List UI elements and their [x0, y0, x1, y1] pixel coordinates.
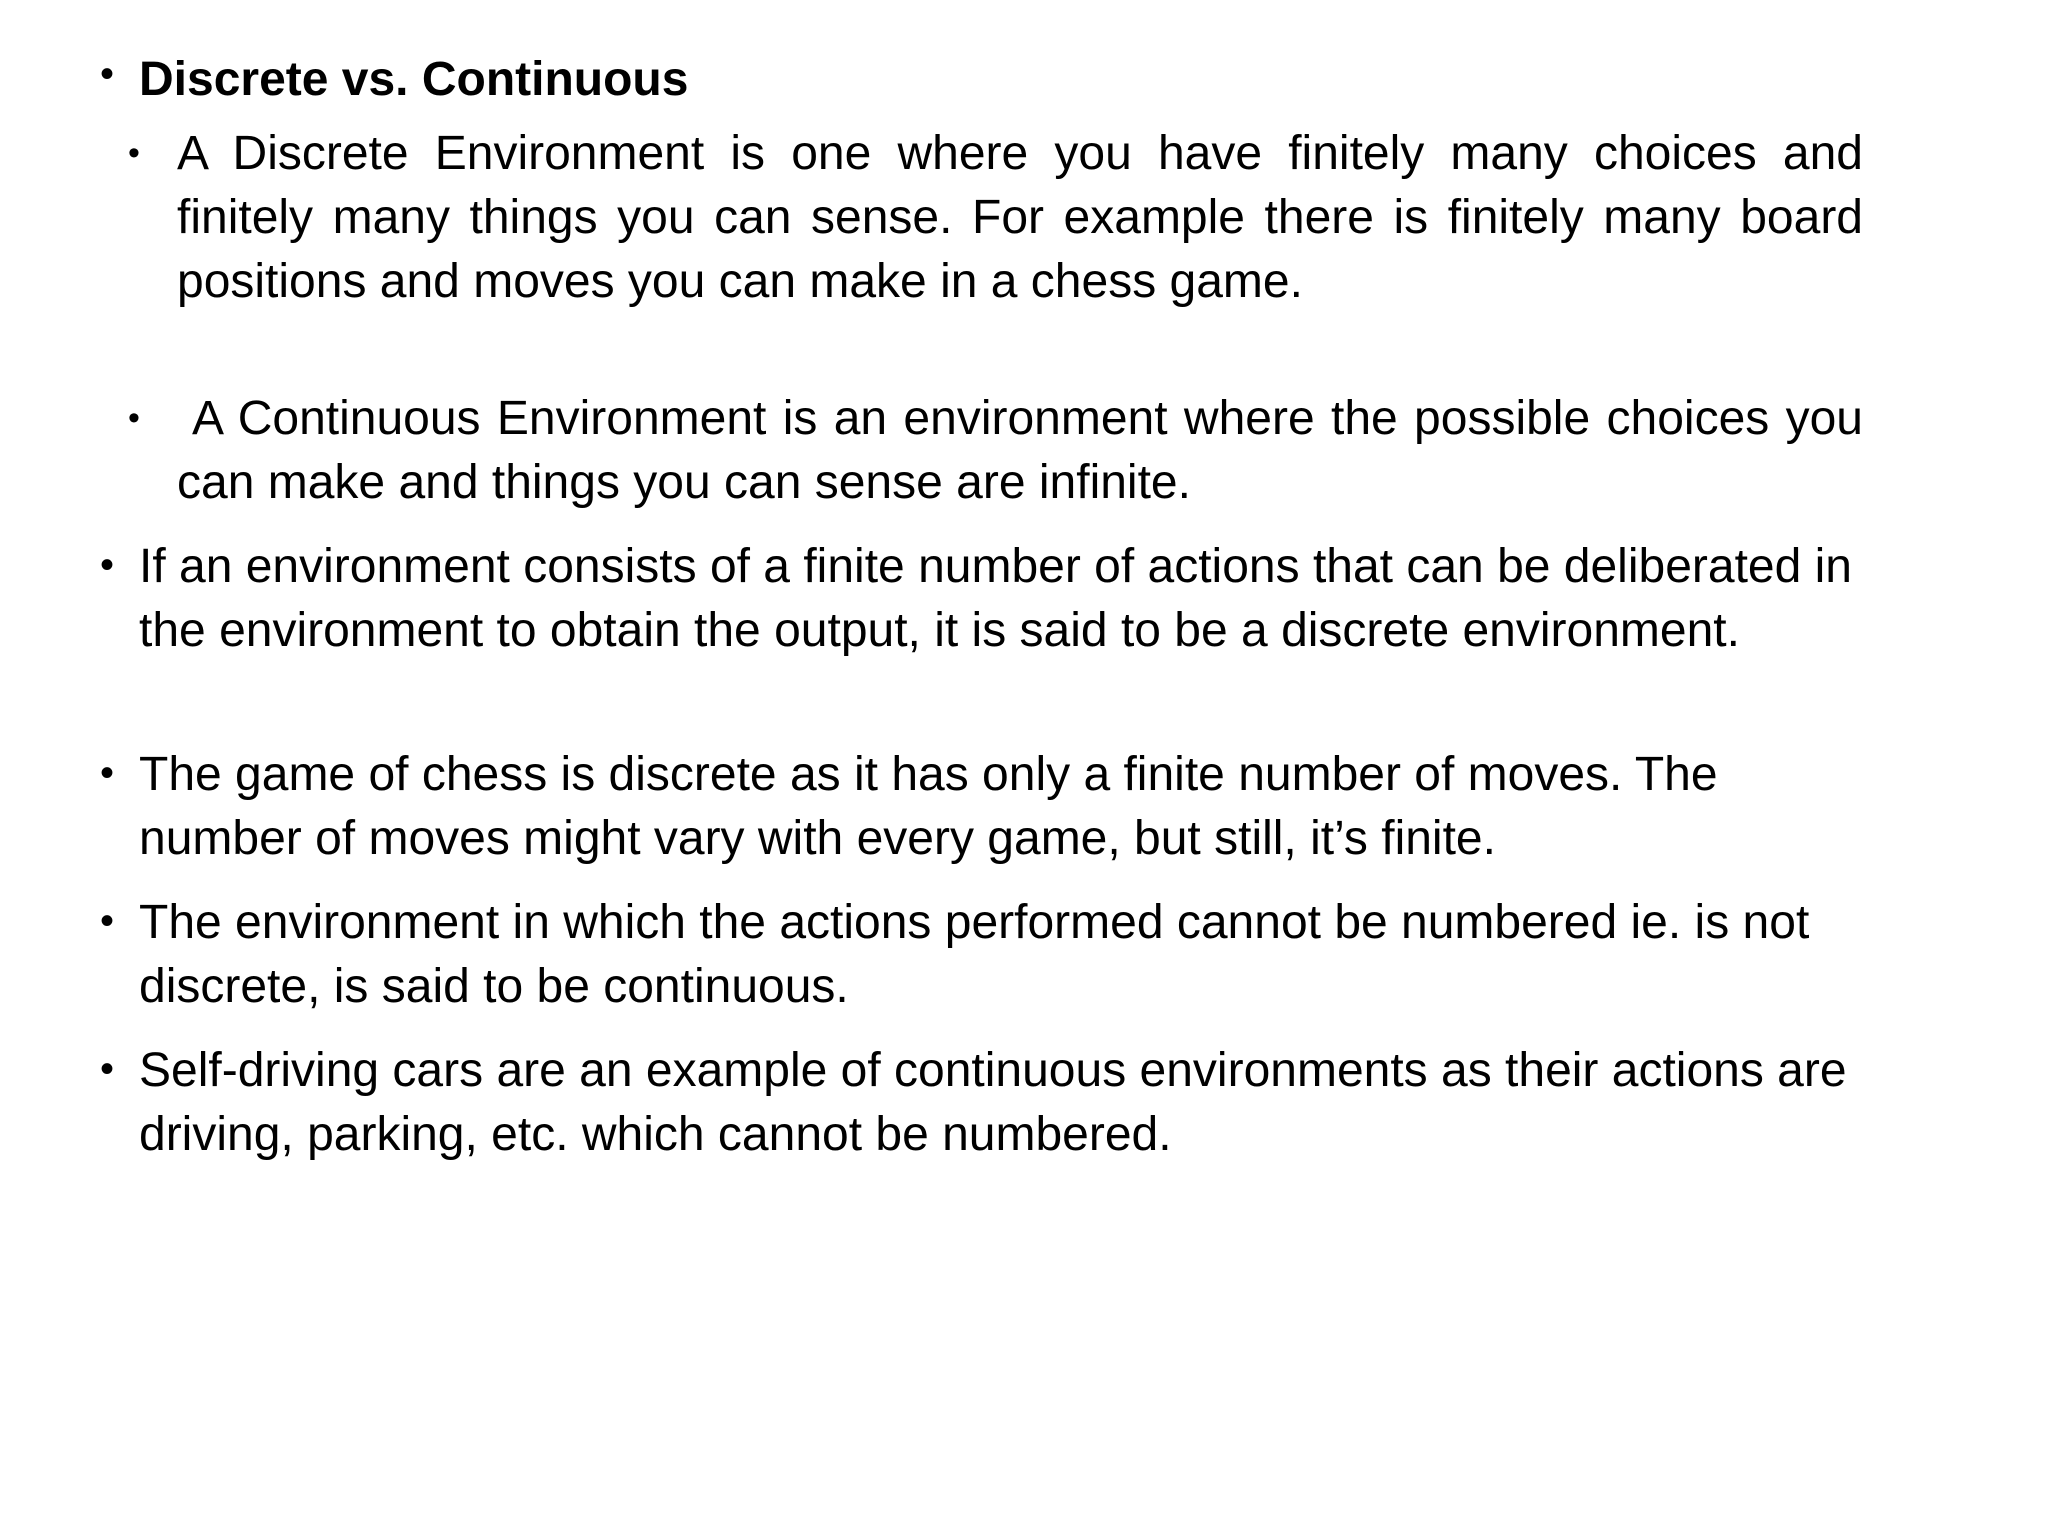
bullet-chess-example: [100, 743, 1860, 871]
sub-bullet-text: A Discrete Environment is one where you have finitely many choices and finitely many things you can sense. For example there is finitely many board positions and moves you can make in a chess game.: [177, 127, 1863, 308]
bullet-discrete-definition: [100, 535, 1860, 663]
bullet-text: Self-driving cars are an example of continuous environments as their actions are driving, parking, etc. which cannot be numbered.: [139, 1044, 1847, 1161]
sub-bullet-discrete: [128, 122, 1863, 314]
sub-bullet-text: A Continuous Environment is an environment where the possible choices you can make and things you can sense are infinite.: [177, 392, 1863, 509]
bullet-self-driving-example: [100, 1039, 1860, 1167]
bullet-text: The environment in which the actions performed cannot be numbered ie. is not discrete, is said to be continuous.: [139, 896, 1810, 1013]
bullet-text: If an environment consists of a finite number of actions that can be deliberated in the environment to obtain the output, it is said to be a discrete environment.: [139, 540, 1852, 657]
bullet-dot-icon: •: [100, 751, 115, 795]
bullet-dot-icon: •: [100, 899, 115, 943]
bullet-dot-icon: •: [128, 134, 140, 172]
bullet-dot-icon: •: [128, 399, 140, 437]
bullet-dot-icon: •: [100, 543, 115, 587]
slide-heading: Discrete vs. Continuous: [139, 53, 689, 106]
sub-bullet-continuous: [128, 387, 1863, 515]
bullet-dot-icon: •: [100, 1047, 115, 1091]
bullet-dot-icon: •: [100, 52, 115, 96]
bullet-continuous-definition: [100, 891, 1860, 1019]
bullet-text: The game of chess is discrete as it has only a finite number of moves. The number of moves might vary with every game, but still, it’s finite.: [139, 748, 1718, 865]
heading-bullet: [100, 48, 1860, 112]
